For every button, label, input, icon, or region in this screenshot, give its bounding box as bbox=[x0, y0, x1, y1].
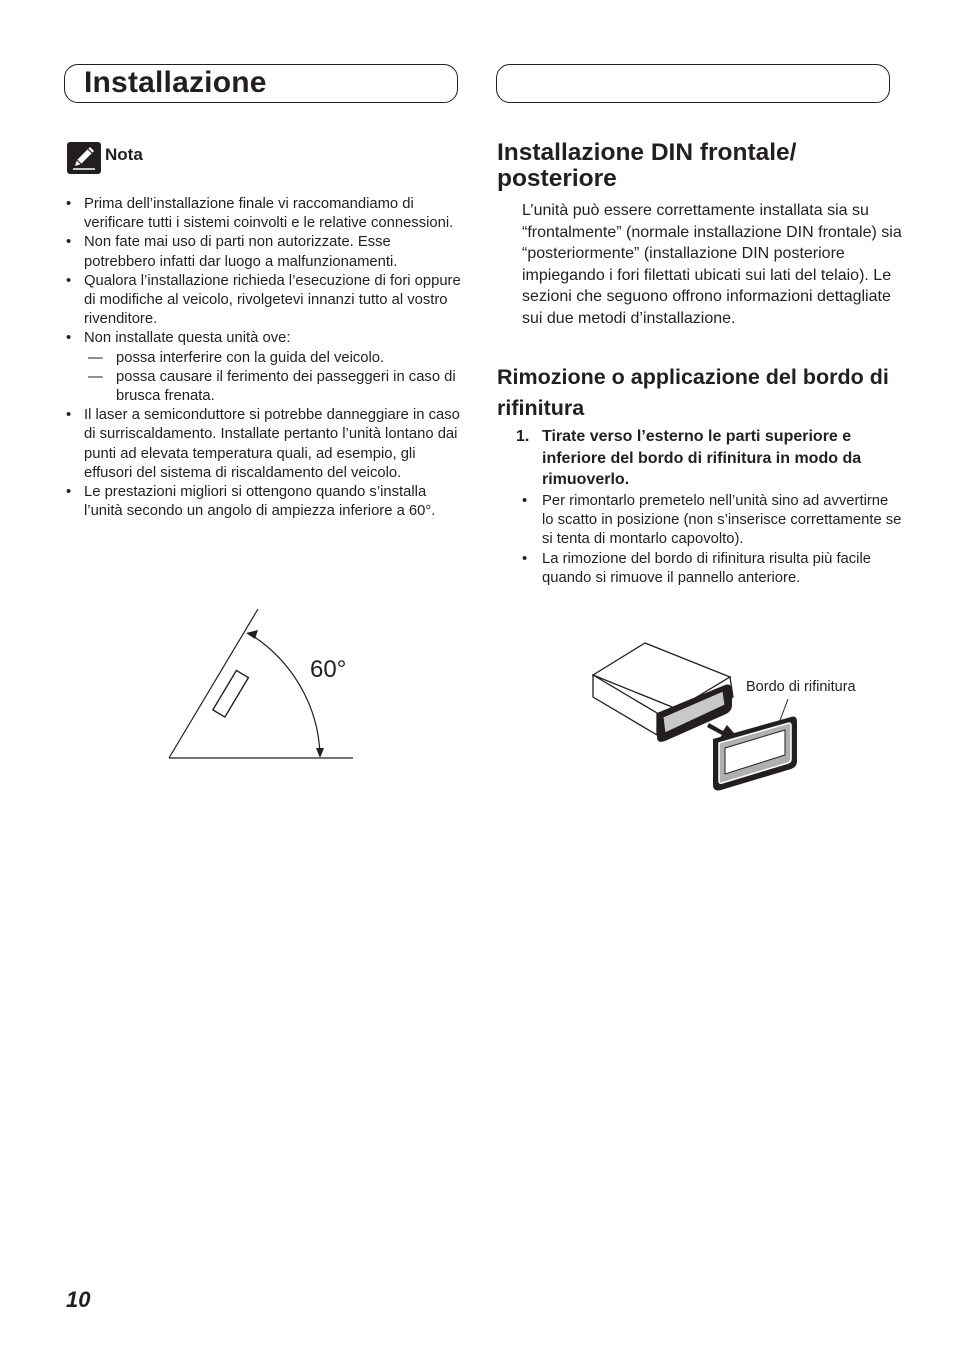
section-title: Installazione DIN frontale/ posteriore bbox=[497, 139, 797, 192]
dash: — bbox=[88, 368, 103, 385]
trim-callout-label: Bordo di rifinitura bbox=[746, 679, 856, 695]
note-text: Non installate questa unità ove: bbox=[84, 330, 291, 347]
list-item bbox=[66, 329, 466, 406]
arc-arrowhead-bottom bbox=[316, 748, 324, 758]
list-item bbox=[522, 550, 902, 588]
dash: — bbox=[88, 349, 103, 366]
note-text: Non fate mai uso di parti non autorizzate. Esse potrebbero infatti dar luogo a malfunzionamenti. bbox=[84, 234, 398, 270]
note-text: Prima dell’installazione finale vi raccomandiamo di verificare tutti i sistemi coinvolti e le relative connessioni. bbox=[84, 196, 454, 232]
header-right-frame bbox=[496, 64, 890, 103]
note-list bbox=[66, 195, 466, 521]
note-text: Il laser a semiconduttore si potrebbe danneggiare in caso di surriscaldamento. Installate pertanto l’unità lontano dai punti ad elevata temperatura quali, ad esempio, gli effusori del sistema di riscaldamento del veicolo. bbox=[84, 407, 460, 481]
dash-text: possa interferire con la guida del veicolo. bbox=[116, 349, 385, 366]
section-body: L’unità può essere correttamente installata sia su “frontalmente” (normale installazione DIN frontale) sia “posteriormente” (installazione DIN posteriore impiegando i fori filettati ubicati sui lati del telaio). Le sezioni che seguono offrono informazioni dettagliate sui due metodi d’installazione. bbox=[522, 202, 902, 327]
trim-ring-diagram bbox=[585, 635, 885, 800]
list-item bbox=[66, 195, 466, 233]
step-note-text: La rimozione del bordo di rifinitura risulta più facile quando si rimuove il pannello anteriore. bbox=[542, 550, 871, 586]
step-number: 1. bbox=[516, 428, 530, 445]
step-notes bbox=[522, 492, 902, 588]
angle-arc bbox=[250, 634, 320, 755]
unit-outline bbox=[213, 670, 249, 717]
angle-diagram bbox=[160, 600, 370, 770]
list-item bbox=[66, 233, 466, 271]
bullet: • bbox=[66, 330, 72, 347]
note-text: Le prestazioni migliori si ottengono quando s’installa l’unità secondo un angolo di ampiezza inferiore a 60°. bbox=[84, 484, 436, 520]
subsection-title: Rimozione o applicazione del bordo di rifinitura bbox=[497, 365, 889, 420]
note-label: Nota bbox=[105, 145, 143, 164]
dash-item bbox=[84, 349, 466, 368]
bullet: • bbox=[66, 407, 72, 424]
page-number: 10 bbox=[66, 1287, 91, 1312]
list-item bbox=[66, 406, 466, 483]
list-item bbox=[66, 272, 466, 330]
dash-item bbox=[84, 368, 466, 406]
list-item bbox=[66, 483, 466, 521]
pencil-note-icon bbox=[67, 142, 101, 174]
bullet: • bbox=[66, 484, 72, 501]
note-text: Qualora l’installazione richieda l’esecuzione di fori oppure di modifiche al veicolo, rivolgetevi innanzi tutto al vostro rivenditore. bbox=[84, 272, 461, 328]
bullet: • bbox=[66, 196, 72, 212]
step-note-text: Per rimontarlo premetelo nell’unità sino ad avvertirne lo scatto in posizione (non s’inserisce correttamente se si tenta di montarlo capovolto). bbox=[542, 493, 902, 548]
bullet: • bbox=[522, 493, 528, 509]
list-item bbox=[522, 492, 902, 550]
dash-text: possa causare il ferimento dei passeggeri in caso di brusca frenata. bbox=[116, 368, 456, 405]
page-title: Installazione bbox=[84, 66, 267, 99]
bullet: • bbox=[66, 272, 72, 289]
step-1 bbox=[516, 426, 906, 491]
bullet: • bbox=[66, 234, 72, 251]
angle-label: 60° bbox=[310, 656, 347, 683]
bullet: • bbox=[522, 550, 528, 567]
step-text: Tirate verso l’esterno le parti superiore e inferiore del bordo di rifinitura in modo da rimuoverlo. bbox=[542, 428, 862, 489]
dash-list bbox=[84, 349, 466, 407]
